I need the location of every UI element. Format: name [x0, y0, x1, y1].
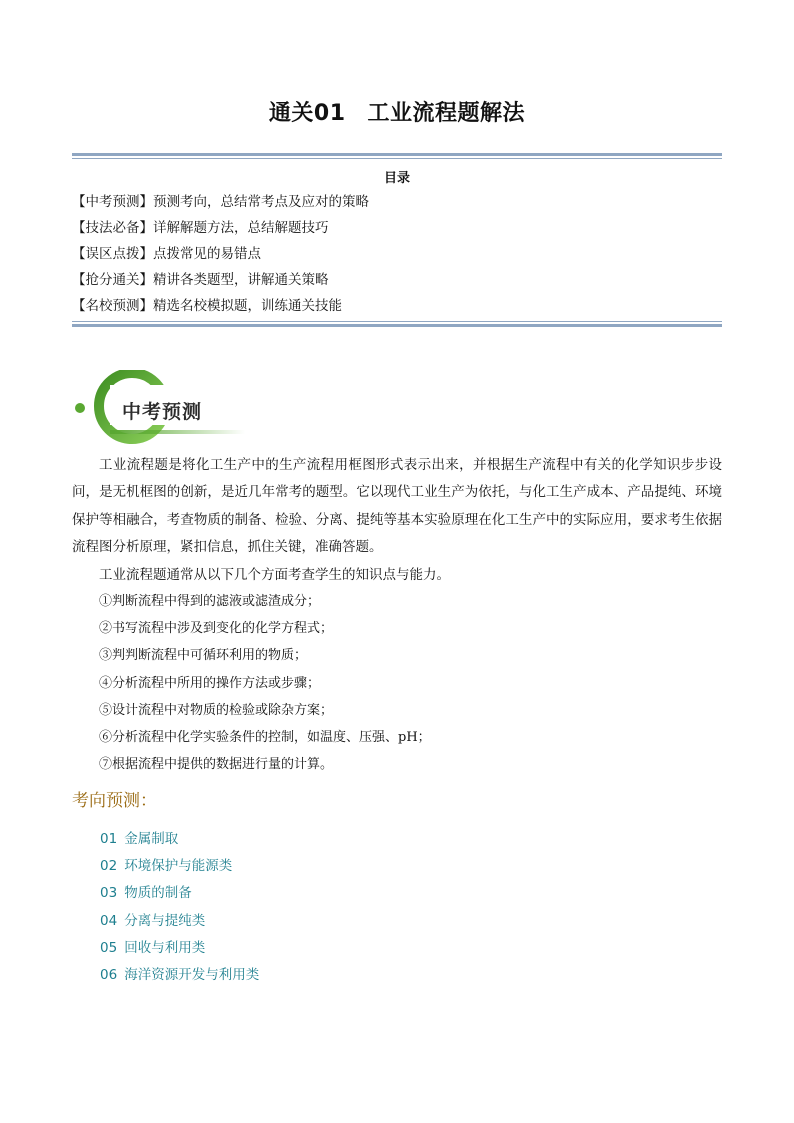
table-of-contents	[72, 189, 722, 319]
topic-label: 环境保护与能源类	[124, 858, 233, 875]
toc-item-mock[interactable]	[72, 293, 722, 319]
topic-number: 05	[100, 939, 118, 956]
topic-link[interactable]	[100, 880, 259, 907]
toc-desc: 点拨常见的易错点	[153, 246, 261, 262]
topic-number: 03	[100, 885, 118, 902]
toc-item-scoring[interactable]	[72, 267, 722, 293]
list-item: ⑤设计流程中对物质的检验或除杂方案；	[99, 702, 334, 718]
list-item: ⑦根据流程中提供的数据进行量的计算。	[99, 757, 334, 773]
point-list	[72, 588, 722, 778]
toc-item-forecast[interactable]	[72, 189, 722, 215]
page-title	[0, 96, 794, 127]
toc-desc: 详解解题方法，总结解题技巧	[153, 220, 329, 236]
topic-label: 分离与提纯类	[124, 912, 206, 929]
topic-list	[100, 826, 259, 989]
intro-text	[72, 452, 722, 589]
list-item: ②书写流程中涉及到变化的化学方程式；	[99, 621, 334, 637]
section-label: 中考预测	[122, 401, 203, 423]
topic-label: 物质的制备	[124, 885, 192, 902]
topic-number: 06	[100, 966, 118, 983]
toc-desc: 预测考向，总结常考点及应对的策略	[153, 194, 369, 210]
toc-item-mistakes[interactable]	[72, 241, 722, 267]
toc-tag: 【中考预测】	[72, 194, 153, 210]
toc-tag: 【抢分通关】	[72, 272, 153, 288]
topic-label: 金属制取	[124, 831, 179, 847]
title-prefix: 通关01	[268, 101, 346, 126]
topic-label: 回收与利用类	[124, 939, 206, 956]
toc-item-skills[interactable]	[72, 215, 722, 241]
forecast-title: 考向预测：	[72, 791, 157, 811]
list-item: ①判断流程中得到的滤液或滤渣成分；	[99, 594, 321, 609]
topic-label: 海洋资源开发与利用类	[124, 966, 260, 983]
topic-link[interactable]	[100, 935, 259, 962]
toc-desc: 精讲各类题型，讲解通关策略	[153, 272, 329, 288]
topic-number: 01	[100, 831, 118, 847]
topic-number: 02	[100, 858, 118, 875]
title-main: 工业流程题解法	[367, 101, 526, 126]
intro-paragraph: 工业流程题通常从以下几个方面考查学生的知识点与能力。	[99, 566, 450, 583]
list-item: ⑥分析流程中化学实验条件的控制，如温度、压强、pH；	[99, 730, 431, 746]
dot-icon	[75, 403, 85, 413]
topic-link[interactable]	[100, 826, 259, 853]
bottom-divider	[72, 321, 722, 327]
list-item: ④分析流程中所用的操作方法或步骤；	[99, 675, 321, 691]
toc-title: 目录	[383, 171, 410, 186]
list-item: ③判判断流程中可循环利用的物质；	[99, 648, 308, 664]
toc-desc: 精选名校模拟题，训练通关技能	[153, 298, 342, 314]
topic-link[interactable]	[100, 962, 259, 989]
topic-link[interactable]	[100, 853, 259, 880]
intro-paragraph: 工业流程题是将化工生产中的生产流程用框图形式表示出来，并根据生产流程中有关的化学知识步步设问，是无机框图的创新，是近几年常考的题型。它以现代工业生产为依托，与化工生产成本、产品提纯、环境保护等相融合，考查物质的制备、检验、分离、提纯等基本实验原理在化工生产中的实际应用，要求考生依据流程图分析原理，紧扣信息，抓住关键，准确答题。	[72, 457, 722, 556]
toc-tag: 【技法必备】	[72, 220, 153, 236]
topic-number: 04	[100, 912, 118, 929]
toc-tag: 【误区点拨】	[72, 246, 153, 262]
top-divider	[72, 153, 722, 159]
toc-tag: 【名校预测】	[72, 298, 153, 314]
topic-link[interactable]	[100, 908, 259, 935]
